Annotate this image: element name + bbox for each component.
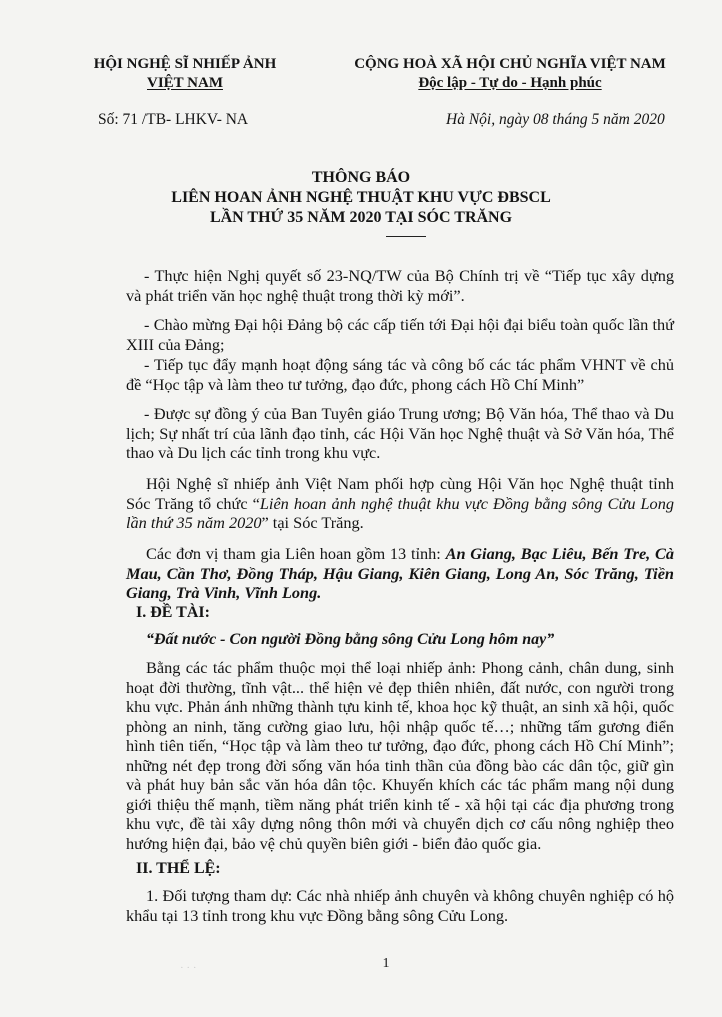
paragraph-eligibility: 1. Đối tượng tham dự: Các nhà nhiếp ảnh chuyên và không chuyên nghiệp có hộ khẩu tại 13 tỉnh trong khu vực Đồng bằng sông Cửu Long.	[126, 886, 674, 925]
nation-title: CỘNG HOÀ XÃ HỘI CHỦ NGHĨA VIỆT NAM	[354, 56, 666, 72]
nation-motto: Độc lập - Tự do - Hạnh phúc	[418, 75, 602, 91]
organizer-location: ” tại Sóc Trăng.	[261, 513, 364, 532]
paragraph-ho-chi-minh: - Tiếp tục đẩy mạnh hoạt động sáng tác và công bố các tác phẩm VHNT về chủ đề “Học tập và làm theo tư tưởng, đạo đức, phong cách Hồ Chí Minh”	[126, 355, 674, 394]
theme-title: “Đất nước - Con người Đồng bằng sông Cửu Long hôm nay”	[146, 631, 555, 648]
participants-intro: Các đơn vị tham gia Liên hoan gồm 13 tỉnh:	[146, 544, 446, 563]
section-topic-heading: I. ĐỀ TÀI:	[136, 604, 210, 621]
province-list: An Giang, Bạc Liêu, Bến Tre, Cà Mau, Cần Thơ, Đồng Tháp, Hậu Giang, Kiên Giang, Long An, Sóc Trăng, Tiền Giang, Trà Vinh, Vĩnh Long.	[126, 544, 675, 602]
paragraph-resolution: - Thực hiện Nghị quyết số 23-NQ/TW của Bộ Chính trị về “Tiếp tục xây dựng và phát triển văn học nghệ thuật trong thời kỳ mới”.	[126, 266, 674, 305]
paragraph-organizer	[126, 474, 674, 533]
page-number: 1	[382, 956, 390, 971]
document-number: Số: 71 /TB- LHKV- NA	[98, 111, 249, 128]
notice-heading: THÔNG BÁO	[311, 169, 411, 186]
paragraph-topic-description: Bằng các tác phẩm thuộc mọi thể loại nhiếp ảnh: Phong cảnh, chân dung, sinh hoạt đời thường, tĩnh vật... thể hiện vẻ đẹp thiên nhiên, đất nước, con người trong khu vực. Phản ánh những thành tựu kinh tế, khoa học kỹ thuật, an sinh xã hội, quốc phòng an ninh, tăng cường giao lưu, hội nhập quốc tế…; những tấm gương điển hình tiên tiến, “Học tập và làm theo tư tưởng, đạo đức, phong cách Hồ Chí Minh”; những nét đẹp trong đời sống văn hóa tinh thần của đồng bào các dân tộc, giữ gìn và phát huy bản sắc văn hóa dân tộc. Khuyến khích các tác phẩm mang nội dung giới thiệu thế mạnh, tiềm năng phát triển kinh tế - xã hội tại các địa phương trong khu vực, đề tài xây dựng nông thôn mới và chuyển dịch cơ cấu nông nghiệp theo hướng hiện đại, bảo vệ chủ quyền biên giới - biển đảo quốc gia.	[126, 658, 674, 853]
paragraph-participants	[126, 544, 674, 603]
title-divider	[386, 236, 426, 237]
place-date: Hà Nội, ngày 08 tháng 5 năm 2020	[446, 111, 665, 128]
notice-title-line3: LẦN THỨ 35 NĂM 2020 TẠI SÓC TRĂNG	[209, 209, 513, 226]
festival-name: Liên hoan ảnh nghệ thuật khu vực Đồng bằng sông Cửu Long lần thứ 35 năm 2020	[126, 493, 674, 532]
section-rules-heading: II. THỂ LỆ:	[136, 860, 221, 877]
org-name: HỘI NGHỆ SĨ NHIẾP ẢNH	[93, 56, 277, 72]
org-country: VIỆT NAM	[147, 75, 223, 91]
organizer-text: Hội Nghệ sĩ nhiếp ảnh Việt Nam phối hợp cùng Hội Văn học Nghệ thuật tỉnh Sóc Trăng tổ chức “	[126, 474, 674, 513]
notice-title-line2: LIÊN HOAN ẢNH NGHỆ THUẬT KHU VỰC ĐBSCL	[171, 189, 551, 206]
paragraph-approval: - Được sự đồng ý của Ban Tuyên giáo Trung ương; Bộ Văn hóa, Thể thao và Du lịch; Sự nhất trí của lãnh đạo tỉnh, các Hội Văn học Nghệ thuật và Sở Văn hóa, Thể thao và Du lịch các tỉnh trong khu vực.	[126, 404, 674, 462]
bleed-through-mark: · · ·	[180, 962, 197, 974]
paragraph-congress: - Chào mừng Đại hội Đảng bộ các cấp tiến tới Đại hội đại biểu toàn quốc lần thứ XIII của Đảng;	[126, 315, 674, 354]
